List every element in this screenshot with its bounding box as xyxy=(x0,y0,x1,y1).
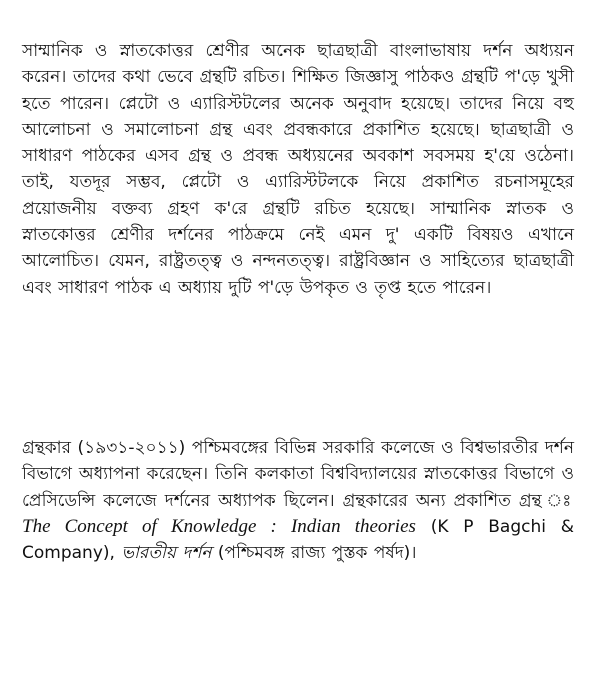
book-publisher-rajya-pustak-parshad: (পশ্চিমবঙ্গ রাজ্য পুস্তক পর্ষদ)। xyxy=(211,543,417,564)
book-title-bharatiya-darshan: ভারতীয় দর্শন xyxy=(121,543,212,564)
book-title-concept-of-knowledge: The Concept of Knowledge : Indian theories xyxy=(22,515,416,537)
author-bio-paragraph xyxy=(22,435,574,566)
description-paragraph: সাম্মানিক ও স্নাতকোত্তর শ্রেণীর অনেক ছাত্রছাত্রী বাংলাভাষায় দর্শন অধ্যয়ন করেন। তাদের কথা ভেবে গ্রন্থটি রচিত। শিক্ষিত জিজ্ঞাসু পাঠকও গ্রন্থটি প'ড়ে খুসী হতে পারেন। প্লেটো ও এ্যারিস্টটলের অনেক অনুবাদ হয়েছে। তাদের নিয়ে বহু আলোচনা ও সমালোচনা গ্রন্থ এবং প্রবন্ধকারে প্রকাশিত হয়েছে। ছাত্রছাত্রী ও সাধারণ পাঠকের এসব গ্রন্থ ও প্রবন্ধ অধ্যয়নের অবকাশ সবসময় হ'য়ে ওঠেনা। তাই, যতদূর সম্ভব, প্লেটো ও এ্যারিস্টটলকে নিয়ে প্রকাশিত রচনাসমূহের প্রয়োজনীয় বক্তব্য গ্রহণ ক'রে গ্রন্থটি রচিত হয়েছে। সাম্মানিক স্নাতক ও স্নাতকোত্তর শ্রেণীর দর্শনের পাঠক্রমে নেই এমন দু' একটি বিষয়ও এখানে আলোচিত। যেমন, রাষ্ট্রতত্ত্ব ও নন্দনতত্ত্ব। রাষ্ট্রবিজ্ঞান ও সাহিত্যের ছাত্রছাত্রী এবং সাধারণ পাঠক এ অধ্যায় দুটি প'ড়ে উপকৃত ও তৃপ্ত হতে পারেন। xyxy=(22,41,574,298)
book-publisher-bagchi: (K P Bagchi & Company), xyxy=(22,516,574,564)
author-bio-text: গ্রন্থকার (১৯৩১-২০১১) পশ্চিমবঙ্গের বিভিন্ন সরকারি কলেজে ও বিশ্বভারতীর দর্শন বিভাগে অধ্যাপনা করেছেন। তিনি কলকাতা বিশ্ববিদ্যালয়ের স্নাতকোত্তর বিভাগে ও প্রেসিডেন্সি কলেজে দর্শনের অধ্যাপক ছিলেন। গ্রন্থকারের অন্য প্রকাশিত গ্রন্থ ঃ xyxy=(22,438,574,511)
book-blurb xyxy=(22,38,574,564)
